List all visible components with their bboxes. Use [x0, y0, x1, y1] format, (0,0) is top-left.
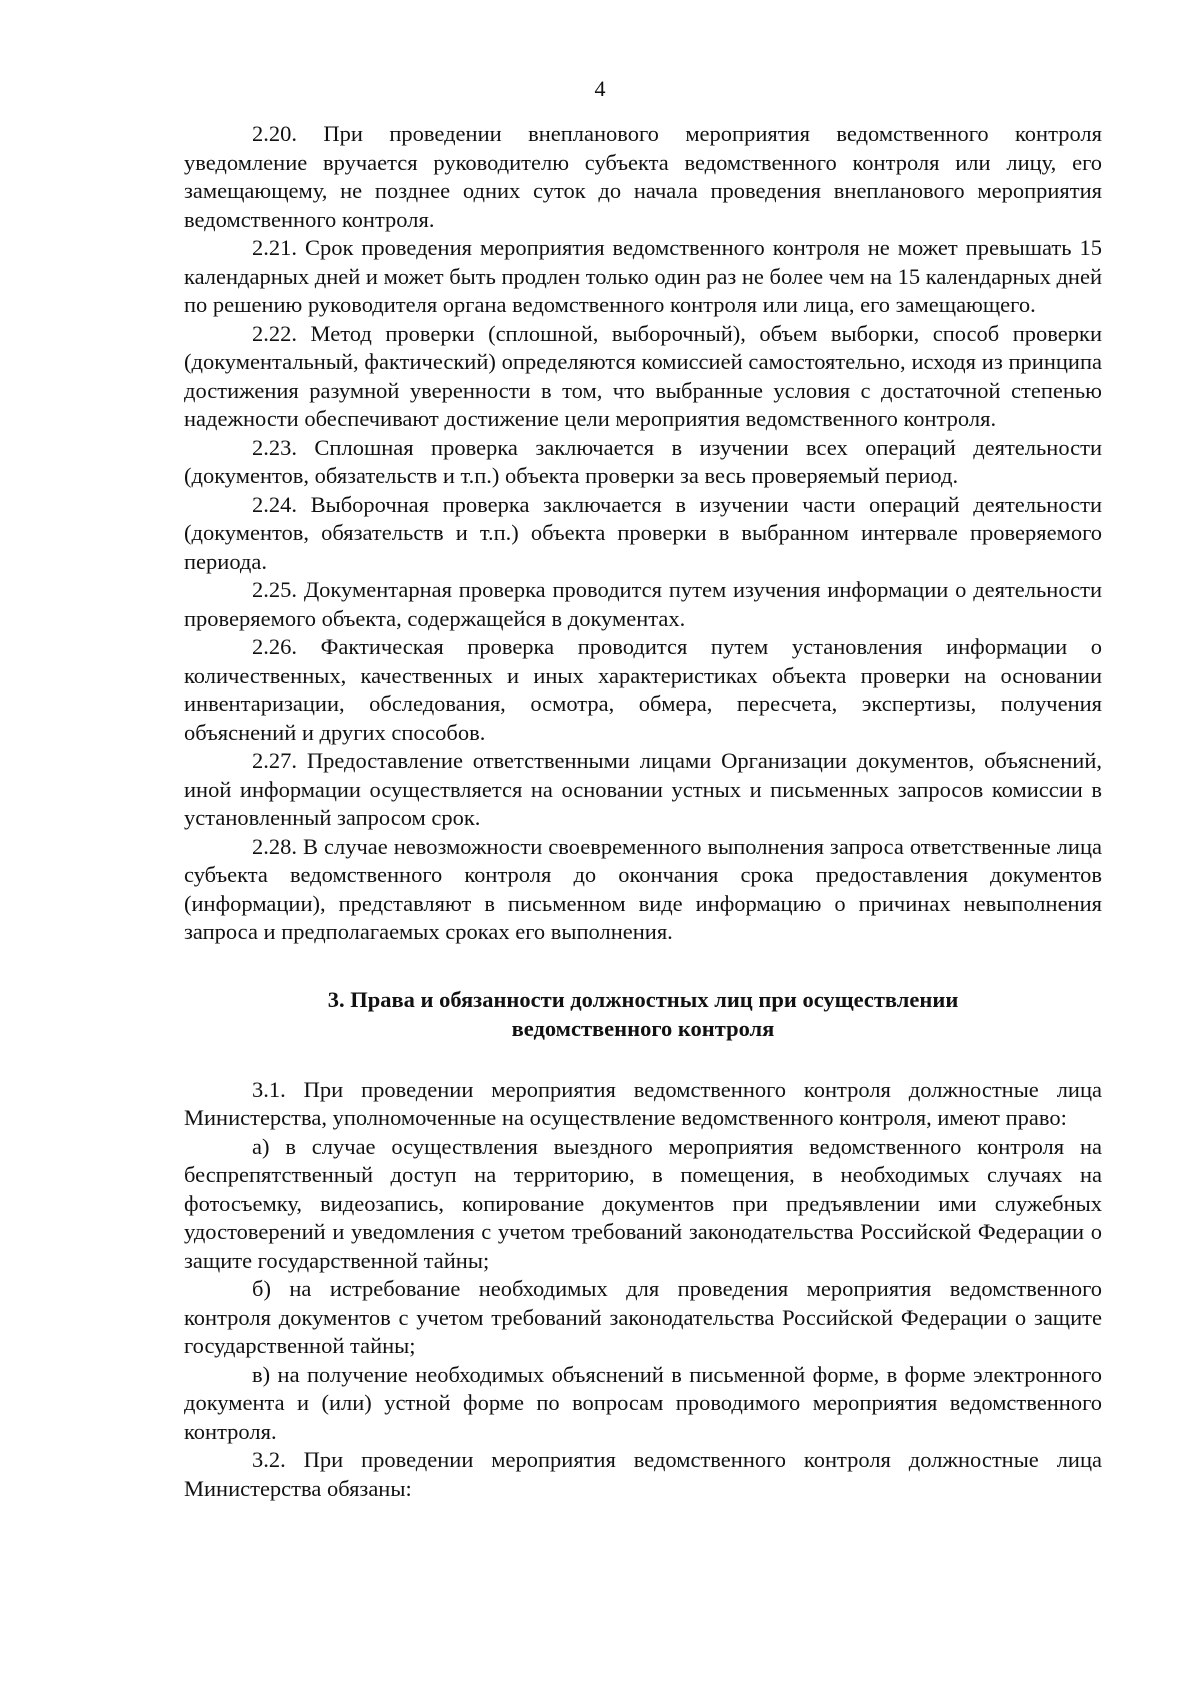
- paragraph-3-1: 3.1. При проведении мероприятия ведомственного контроля должностные лица Министерства, уполномоченные на осуществление ведомственного контроля, имеют право:: [184, 1076, 1102, 1130]
- paragraph-2-21: 2.21. Срок проведения мероприятия ведомственного контроля не может превышать 15 календарных дней и может быть продлен только один раз не более чем на 15 календарных дней по решению руководителя органа ведомственного контроля или лица, его замещающего.: [184, 235, 1102, 317]
- paragraph-2-20: 2.20. При проведении внепланового мероприятия ведомственного контроля уведомление вручается руководителю субъекта ведомственного контроля или лицу, его замещающему, не позднее одних суток до начала проведения внепланового мероприятия ведомственного контроля.: [184, 121, 1102, 232]
- paragraph-2-26: 2.26. Фактическая проверка проводится путем установления информации о количественных, качественных и иных характеристиках объекта проверки на основании инвентаризации, обследования, осмотра, обмера, пересчета, экспертизы, получения объяснений и других способов.: [184, 634, 1102, 745]
- paragraph-3-1-b: б) на истребование необходимых для проведения мероприятия ведомственного контроля документов с учетом требований законодательства Российской Федерации о защите государственной тайны;: [184, 1276, 1102, 1358]
- section-3-heading-line-1: 3. Права и обязанности должностных лиц при осуществлении: [327, 986, 959, 1012]
- section-3-heading: [244, 985, 1042, 1043]
- paragraph-3-1-v: в) на получение необходимых объяснений в письменной форме, в форме электронного документа и (или) устной форме по вопросам проводимого мероприятия ведомственного контроля.: [184, 1361, 1102, 1444]
- paragraph-2-28: 2.28. В случае невозможности своевременного выполнения запроса ответственные лица субъекта ведомственного контроля до окончания срока предоставления документов (информации), представляют в письменном виде информацию о причинах невыполнения запроса и предполагаемых сроках его выполнения.: [184, 833, 1102, 944]
- paragraph-2-25: 2.25. Документарная проверка проводится путем изучения информации о деятельности проверяемого объекта, содержащейся в документах.: [184, 577, 1102, 631]
- page-number: 4: [594, 76, 606, 101]
- document-body: [184, 120, 1102, 1503]
- paragraph-2-27: 2.27. Предоставление ответственными лицами Организации документов, объяснений, иной информации осуществляется на основании устных и письменных запросов комиссии в установленный запросом срок.: [184, 748, 1102, 830]
- paragraph-2-24: 2.24. Выборочная проверка заключается в изучении части операций деятельности (документов, обязательств и т.п.) объекта проверки в выбранном интервале проверяемого периода.: [184, 491, 1102, 574]
- paragraph-3-1-a: а) в случае осуществления выездного мероприятия ведомственного контроля на беспрепятственный доступ на территорию, в помещения, в необходимых случаях на фотосъемку, видеозапись, копирование документов при предъявлении ими служебных удостоверений и уведомления с учетом требований законодательства Российской Федерации о защите государственной тайны;: [184, 1133, 1102, 1273]
- paragraph-3-2: 3.2. При проведении мероприятия ведомственного контроля должностные лица Министерства обязаны:: [184, 1447, 1102, 1501]
- section-3-heading-line-2: ведомственного контроля: [511, 1015, 775, 1041]
- paragraph-2-23: 2.23. Сплошная проверка заключается в изучении всех операций деятельности (документов, обязательств и т.п.) объекта проверки за весь проверяемый период.: [184, 434, 1102, 488]
- paragraph-2-22: 2.22. Метод проверки (сплошной, выборочный), объем выборки, способ проверки (документальный, фактический) определяются комиссией самостоятельно, исходя из принципа достижения разумной уверенности в том, что выбранные условия с достаточной степенью надежности обеспечивают достижение цели мероприятия ведомственного контроля.: [184, 320, 1102, 431]
